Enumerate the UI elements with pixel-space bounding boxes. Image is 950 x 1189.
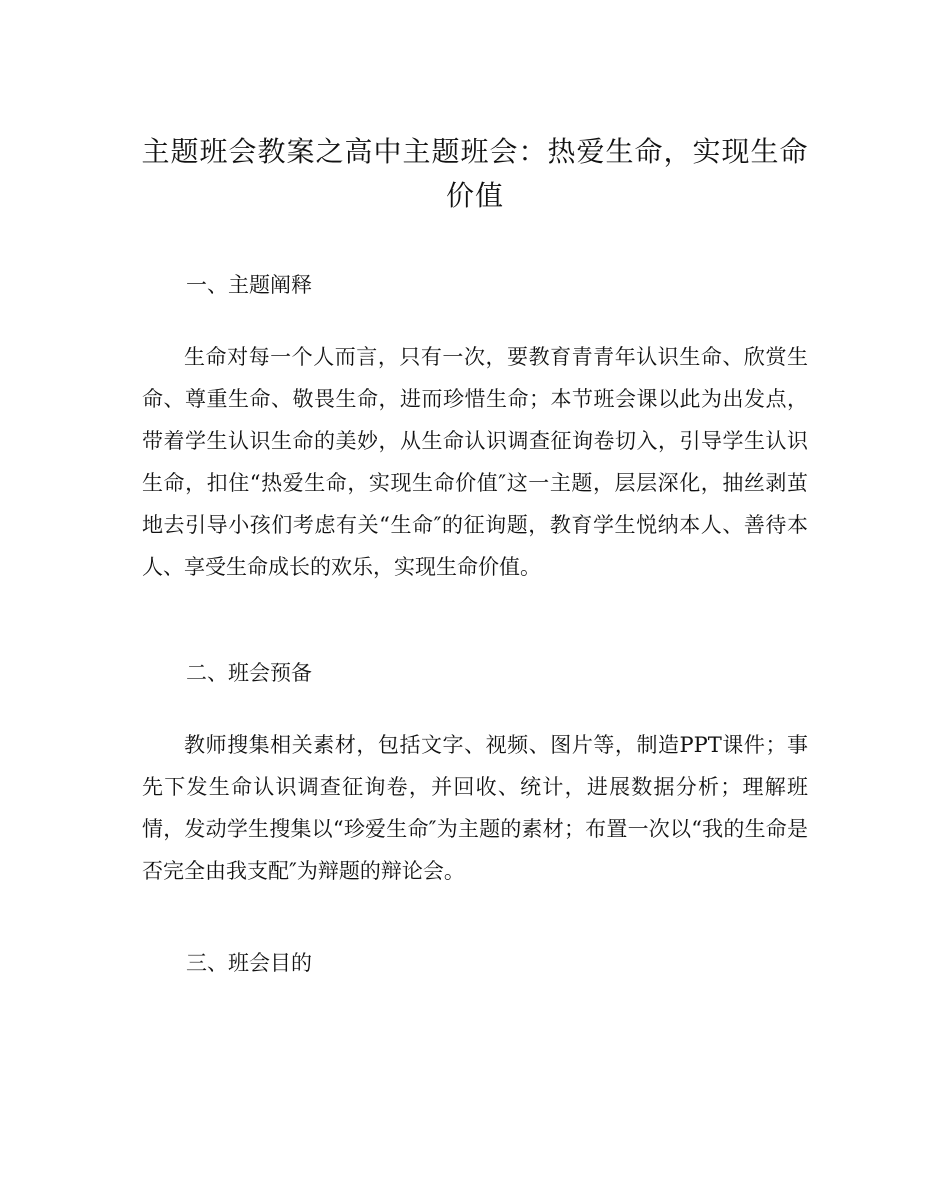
section-heading-objectives: 三、班会目的 — [186, 951, 312, 975]
document-title: 主题班会教案之高中主题班会：热爱生命，实现生命价值 — [141, 135, 809, 212]
section-heading-theme: 一、主题阐释 — [186, 273, 312, 297]
section-heading-preparation: 二、班会预备 — [186, 661, 312, 685]
section-paragraph-theme: 生命对每一个人而言，只有一次，要教育青青年认识生命、欣赏生命、尊重生命、敬畏生命，进而珍惜生命；本节班会课以此为出发点，带着学生认识生命的美妙，从生命认识调查征询卷切入，引导学生认识生命，扣住“热爱生命，实现生命价值″这一主题，层层深化，抽丝剥茧地去引导小孩们考虑有关“生命″的征询题，教育学生悦纳本人、善待本人、享受生命成长的欢乐，实现生命价值。 — [142, 345, 808, 579]
section-paragraph-preparation: 教师搜集相关素材，包括文字、视频、图片等，制造PPT课件；事先下发生命认识调查征询卷，并回收、统计，进展数据分析；理解班情，发动学生搜集以“珍爱生命″为主题的素材；布置一次以“我的生命是否完全由我支配″为辩题的辩论会。 — [142, 733, 808, 883]
